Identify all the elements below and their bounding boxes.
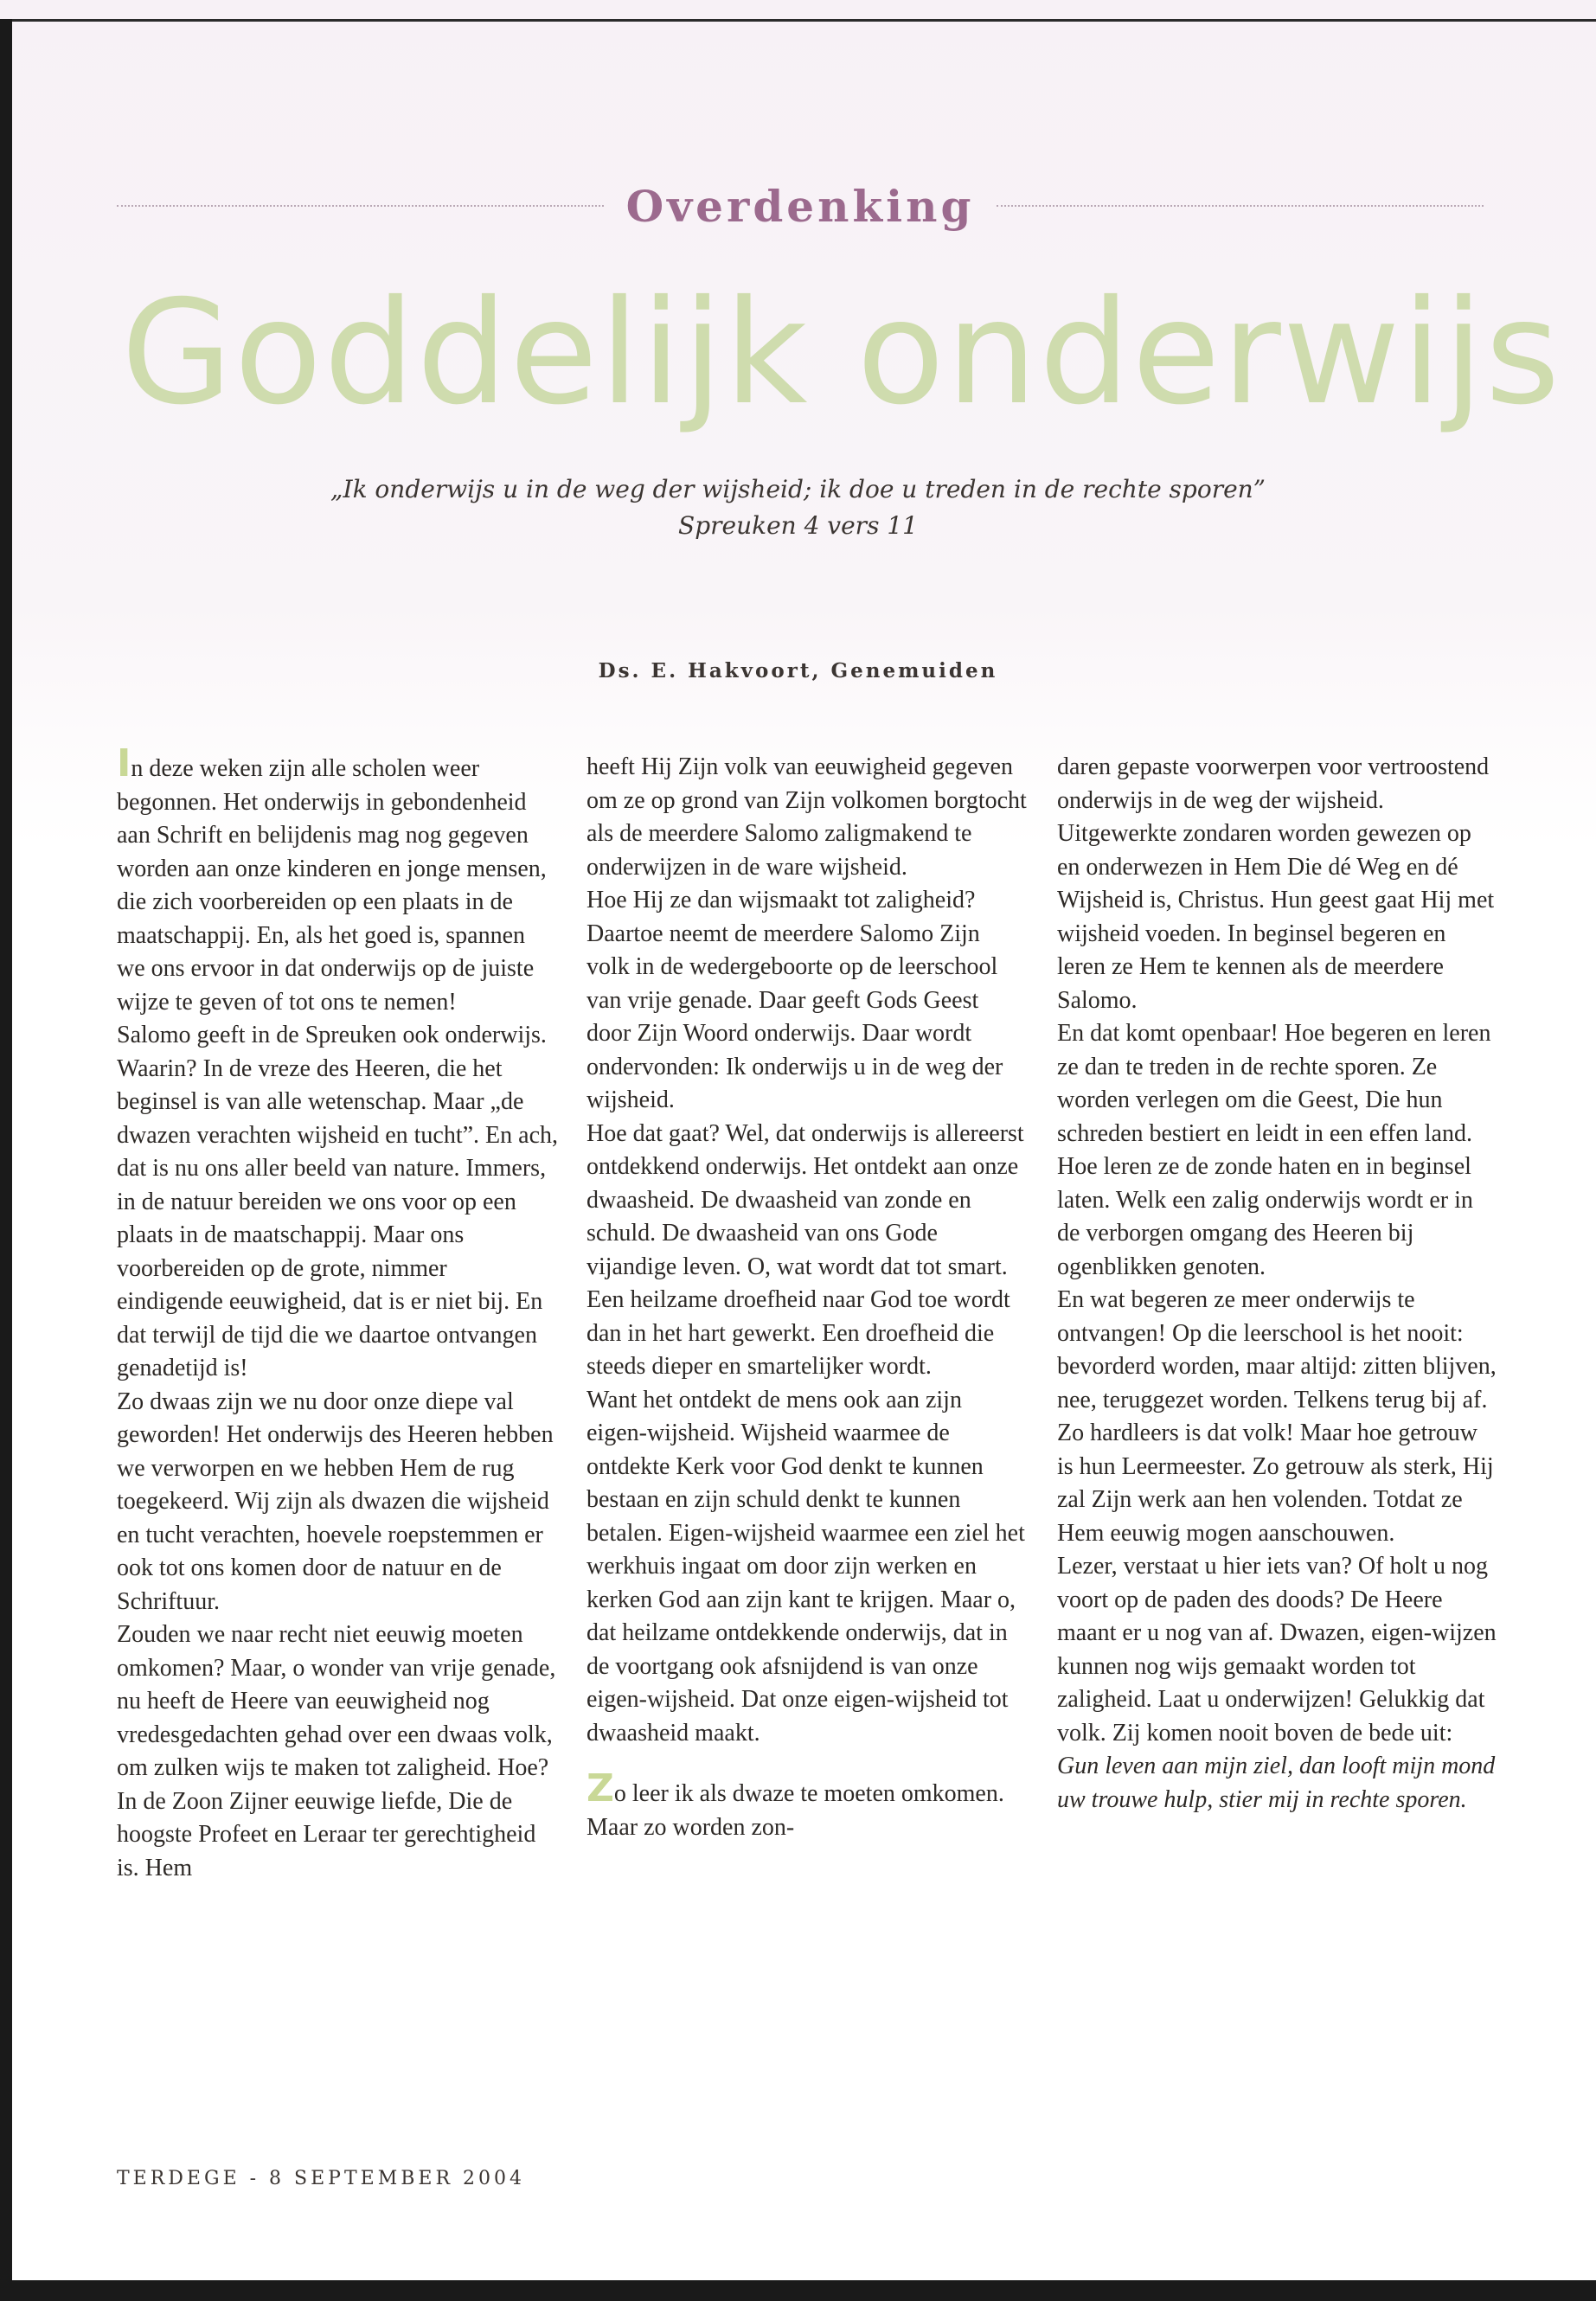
verse-line: Gun leven aan mijn ziel, dan looft mijn mond (1057, 1753, 1496, 1779)
drop-cap: I (117, 741, 131, 785)
paragraph (586, 1766, 1028, 1844)
article-title: Goddelijk onderwijs (121, 270, 1562, 437)
scan-edge-bottom (0, 2280, 1596, 2301)
epigraph-quote: „Ik onderwijs u in de weg der wijsheid; ik doe u treden in de rechte sporen” (330, 475, 1266, 503)
drop-cap: Z (586, 1766, 614, 1811)
paragraph: heeft Hij Zijn volk van eeuwigheid gegeven om ze op grond van Zijn volkomen borgtocht als de meerdere Salomo zaligmakend te onderwijzen in de ware wijsheid. (586, 753, 1027, 881)
paragraph: Zouden we naar recht niet eeuwig moeten omkomen? Maar, o wonder van vrije genade, nu heeft de Heere van eeuwigheid nog vredesgedachten gehad over een dwaas volk, om zulken wijs te maken tot zaligheid. Hoe? In de Zoon Zijner eeuwige liefde, Die de hoogste Profeet en Leraar ter gerechtigheid is. Hem (117, 1621, 556, 1881)
paragraph-text: n deze weken zijn alle scholen weer begonnen. Het onderwijs in gebondenheid aan Schrift en belijdenis mag nog gegeven worden aan onze kinderen en jonge mensen, die zich voorbereiden op een plaats in de maatschappij. En, als het goed is, spannen we ons ervoor in dat onderwijs op de juiste wijze te geven of tot ons te nemen! (117, 755, 547, 1016)
paragraph (117, 741, 558, 1019)
paragraph-text: o leer ik als dwaze te moeten omkomen. Maar zo worden zon- (586, 1780, 1004, 1841)
paragraph: En dat komt openbaar! Hoe begeren en leren ze dan te treden in de rechte sporen. Ze worden verlegen om die Geest, Die hun schreden bestiert en leidt in een effen land. Hoe leren ze de zonde haten en in beginsel laten. Welk een zalig onderwijs wordt er in de verborgen omgang des Heeren bij ogenblikken genoten. (1057, 1020, 1491, 1280)
rubric-label: Overdenking (625, 180, 975, 232)
paragraph: Hoe Hij ze dan wijsmaakt tot zaligheid? Daartoe neemt de meerdere Salomo Zijn volk in de wedergeboorte op de leerschool van vrije genade. Daar geeft Gods Geest door Zijn Woord onderwijs. Daar wordt ondervonden: Ik onderwijs u in de weg der wijsheid. (586, 887, 1003, 1113)
author-byline: Ds. E. Hakvoort, Genemuiden (598, 659, 998, 683)
page-footer: TERDEGE - 8 SEPTEMBER 2004 (117, 2168, 526, 2189)
paragraph: Lezer, verstaat u hier iets van? Of holt u nog voort op de paden des doods? De Heere maant er u nog van af. Dwazen, eigen-wijzen kunnen nog wijs gemaakt worden tot zaligheid. Laat u onderwijzen! Gelukkig dat volk. Zij komen nooit boven de bede uit: (1057, 1553, 1497, 1747)
epigraph-reference: Spreuken 4 vers 11 (678, 511, 918, 540)
text-column-3 (1057, 751, 1498, 1817)
paragraph: Zo dwaas zijn we nu door onze diepe val geworden! Het onderwijs des Heeren hebben we verworpen en we hebben Hem de rug toegekeerd. Wij zijn als dwazen die wijsheid en tucht verachten, hoevele roepstemmen er ook tot ons komen door de natuur en de Schriftuur. (117, 1388, 554, 1615)
scan-edge-left (0, 19, 12, 2301)
rubric-dotted-line-right (997, 205, 1484, 207)
paragraph: Want het ontdekt de mens ook aan zijn eigen-wijsheid. Wijsheid waarmee de ontdekte Kerk voor God denkt te kunnen bestaan en zijn schuld denkt te kunnen betalen. Eigen-wijsheid waarmee een ziel het werkhuis ingaat om door zijn werken en kerken God aan zijn kant te krijgen. Maar o, dat heilzame ontdekkende onderwijs, dat in de voortgang ook afsnijdend is van onze eigen-wijsheid. Dat onze eigen-wijsheid tot dwaasheid maakt. (586, 1386, 1025, 1747)
rubric-header (117, 171, 1484, 240)
paragraph: En wat begeren ze meer onderwijs te ontvangen! Op die leerschool is het nooit: bevorderd worden, maar altijd: zitten blijven, nee, teruggezet worden. Telkens terug bij af. Zo hardleers is dat volk! Maar hoe getrouw is hun Leermeester. Zo getrouw als sterk, Hij zal Zijn werk aan hen volenden. Totdat ze Hem eeuwig mogen aanschouwen. (1057, 1286, 1497, 1547)
scan-edge-top (0, 19, 1596, 22)
paragraph: Hoe dat gaat? Wel, dat onderwijs is allereerst ontdekkend onderwijs. Het ontdekt aan onze dwaasheid. De dwaasheid van zonde en schuld. De dwaasheid van ons Gode vijandige leven. O, wat wordt dat tot smart. Een heilzame droefheid naar God toe wordt dan in het hart gewerkt. Een droefheid die steeds dieper en smartelijker wordt. (586, 1119, 1024, 1380)
text-column-1 (117, 741, 559, 1885)
rubric-dotted-line-left (117, 205, 604, 207)
text-column-2 (586, 751, 1028, 1844)
epigraph (0, 471, 1596, 544)
verse-line: uw trouwe hulp, stier mij in rechte sporen. (1057, 1785, 1467, 1813)
paragraph: Salomo geeft in de Spreuken ook onderwijs. Waarin? In de vreze des Heeren, die het beginsel is van alle wetenschap. Maar „de dwazen verachten wijsheid en tucht”. En ach, dat is nu ons aller beeld van nature. Immers, in de natuur bereiden we ons voor op een plaats in de maatschappij. Maar ons voorbereiden op de grote, nimmer eindigende eeuwigheid, dat is er niet bij. En dat terwijl de tijd die we daartoe ontvangen genadetijd is! (117, 1022, 559, 1381)
paragraph: daren gepaste voorwerpen voor vertroostend onderwijs in de weg der wijsheid. Uitgewerkte zondaren worden gewezen op en onderwezen in Hem Die dé Weg en dé Wijsheid is, Christus. Hun geest gaat Hij met wijsheid voeden. In beginsel begeren en leren ze Hem te kennen als de meerdere Salomo. (1057, 753, 1495, 1014)
